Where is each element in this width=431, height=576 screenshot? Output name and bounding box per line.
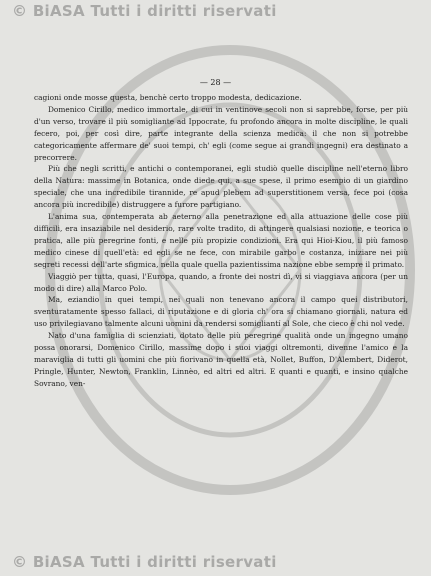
copyright-watermark-bottom: © BiASA Tutti i diritti riservati [12, 553, 277, 571]
paragraph: Più che negli scritti, e antichi o contemporanei, egli studiò quelle discipline nell'eterno libro della Natura: massime in Botanica, onde diede qui, a sue spese, il primo esempio di un giardino speciale, che una incredibile tirannide, re apud plebem ad superstitionem versa, fece poi (cosa ancora più incredibile) distruggere a furore partigiano. [34, 164, 408, 210]
paragraph: Ma, eziandio in quei tempi, nei quali non tenevano ancora il campo quei distributori, sventuratamente spesso fallaci, di riputazione e di gloria ch' ora si chiamano giornali, natura ed uso privilegiavano talmente alcuni uomini da rendersi somigliantí al Sole, che cieco è chi nol vede. [34, 295, 408, 329]
body-text [34, 92, 408, 390]
copyright-watermark-top: © BiASA Tutti i diritti riservati [12, 2, 277, 20]
paragraph: Viaggiò per tutta, quasi, l'Europa, quando, a fronte dei nostri dì, vi si viaggiava ancora (per un modo di dire) alla Marco Polo. [34, 271, 408, 293]
paragraph: cagioni onde mosse questa, benchè certo troppo modesta, dedicazione. [34, 93, 302, 102]
page-number: — 28 — [199, 78, 232, 87]
paragraph: Nato d'una famiglia di scienziati, dotato delle più peregrine qualità onde un ingegno umano possa onorarsi, Domenico Cirillo, massime dopo i suoi viaggi oltremonti, divenne l'amico e la maraviglia di tutti gli uomini che più fiorivano in quella età, Nollet, Buffon, D'Alembert, Diderot, Pringle, Hunter, Newton, Franklin, Linnèo, ed altri ed altri. E quanti e quanti, e insino qualche Sovrano, ven- [34, 331, 408, 388]
paragraph: L'anima sua, contemperata ab aeterno alla penetrazione ed alla attuazione delle cose più difficili, era insaziabile nel desiderio, rare volte tradito, di attingere qualsiasi nozione, e teorica o pratica, alle più peregrine fonti, e nelle più propizie condizioni. Era qui Hioi-Kiou, il più famoso medico cinese di quell'età: ed egli se ne fece, con mirabile garbo e costanza, iniziare nei più segreti recessi dell'arte sfigmica, nella quale quella pazientissima nazione ebbe sempre il primato. [34, 212, 408, 269]
paragraph: Domenico Cirillo, medico immortale, di cui in ventinove secoli non si saprebbe, forse, per più d'un verso, trovare il più somigliante ad Ippocrate, fu profondo ancora in molte discipline, le quali fecero, poi, per così dire, parte integrante della scienza medica: il che non si potrebbe categoricamente affermare de' suoi tempi, ch' egli (come segue ai grandi ingegni) era destinato a precorrere. [34, 104, 408, 162]
